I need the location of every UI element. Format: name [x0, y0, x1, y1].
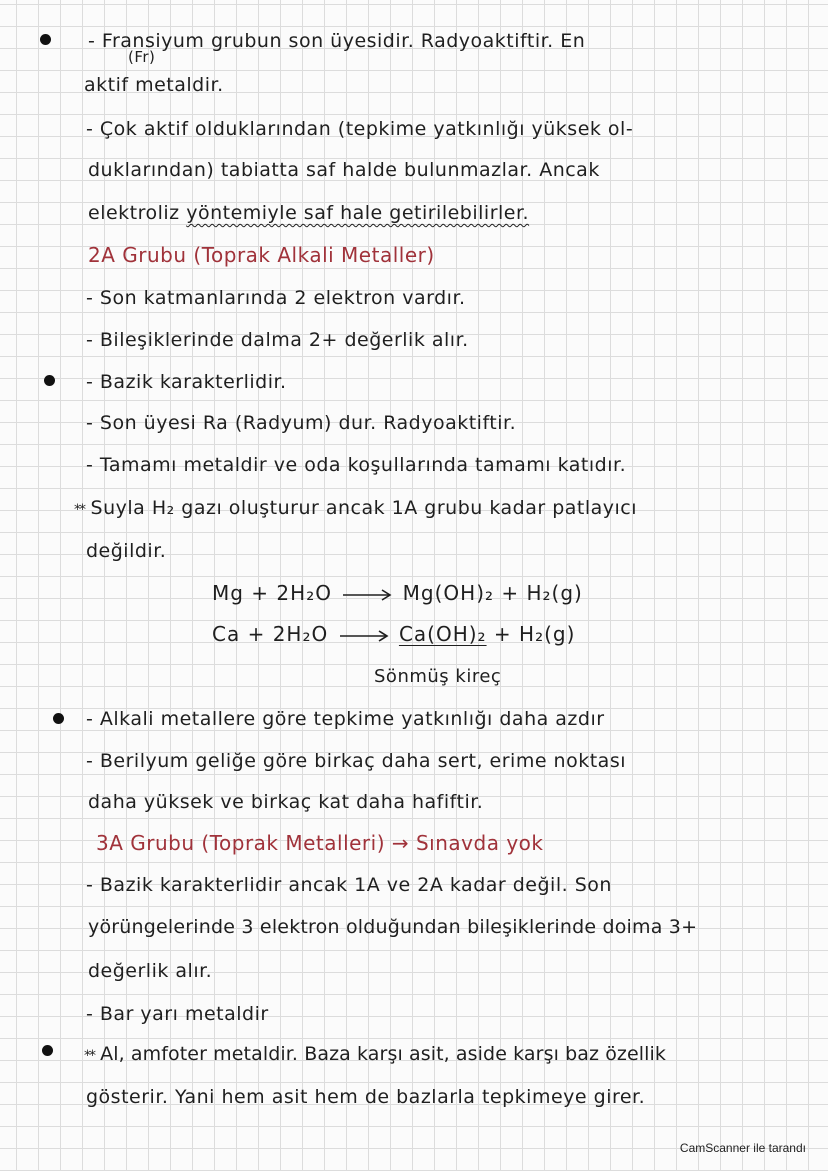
- section-heading-3a: 3A Grubu (Toprak Metalleri) → Sınavda yok: [96, 831, 544, 855]
- note-line: yörüngelerinde 3 elektron olduğundan bileşiklerinde doima 3+: [88, 916, 698, 938]
- equation-ca: [212, 621, 575, 647]
- section-heading-2a: 2A Grubu (Toprak Alkali Metaller): [88, 243, 435, 267]
- scanner-watermark: CamScanner ile tarandı: [679, 1141, 806, 1155]
- note-line: - Bileşiklerinde dalma 2+ değerlik alır.: [86, 329, 469, 351]
- note-line: gösterir. Yani hem asit hem de bazlarla tepkimeye girer.: [86, 1086, 646, 1108]
- bullet-dot: [42, 1045, 53, 1056]
- bullet-dot: [44, 375, 55, 386]
- note-text: Suyla H₂ gazı oluşturur ancak 1A grubu kadar patlayıcı: [90, 497, 638, 519]
- note-line: [88, 200, 529, 226]
- note-line: aktif metaldir.: [84, 74, 224, 96]
- francium-symbol: (Fr): [128, 48, 156, 66]
- note-line: - Berilyum geliğe göre birkaç daha sert, erime noktası: [86, 750, 626, 772]
- note-line: - Bar yarı metaldir: [86, 1003, 269, 1025]
- note-line: - Bazik karakterlidir ancak 1A ve 2A kadar değil. Son: [86, 874, 612, 896]
- bullet-dot: [53, 713, 64, 724]
- reaction-arrow-icon: [336, 629, 392, 643]
- equation-right: Mg(OH)₂ + H₂(g): [402, 581, 583, 605]
- star-mark: **: [74, 502, 84, 518]
- note-line: - Alkali metallere göre tepkime yatkınlığı daha azdır: [86, 708, 605, 730]
- note-line: - Son üyesi Ra (Radyum) dur. Radyoaktiftir.: [86, 412, 517, 434]
- note-line: duklarından) tabiatta saf halde bulunmazlar. Ancak: [88, 159, 600, 181]
- equation-product-underlined: Ca(OH)₂: [398, 622, 487, 646]
- note-line: - Tamamı metaldir ve oda koşullarında tamamı katıdır.: [86, 454, 627, 476]
- note-line: değildir.: [86, 540, 167, 562]
- note-line: - Son katmanlarında 2 elektron vardır.: [86, 287, 466, 309]
- reaction-arrow-icon: [339, 588, 395, 602]
- note-line: - Fransiyum grubun son üyesidir. Radyoaktiftir. En: [88, 30, 586, 52]
- note-line: [74, 495, 637, 523]
- note-line: - Bazik karakterlidir.: [86, 371, 287, 393]
- star-mark: **: [84, 1048, 94, 1064]
- note-line: daha yüksek ve birkaç kat daha hafiftir.: [88, 791, 484, 813]
- bullet-dot: [40, 34, 51, 45]
- equation-right: + H₂(g): [493, 622, 576, 646]
- note-line: değerlik alır.: [88, 960, 213, 982]
- note-phrase-underlined: yöntemiyle saf hale getirilebilirler.: [186, 202, 530, 224]
- equation-note: Sönmüş kireç: [374, 666, 502, 687]
- note-text: Al, amfoter metaldir. Baza karşı asit, aside karşı baz özellik: [100, 1043, 667, 1065]
- equation-left: Mg + 2H₂O: [212, 581, 332, 605]
- equation-mg: [212, 580, 583, 606]
- equation-left: Ca + 2H₂O: [212, 622, 329, 646]
- note-word: elektroliz: [88, 202, 180, 224]
- note-line: [84, 1041, 666, 1069]
- note-line: - Çok aktif olduklarından (tepkime yatkınlığı yüksek ol-: [86, 118, 634, 140]
